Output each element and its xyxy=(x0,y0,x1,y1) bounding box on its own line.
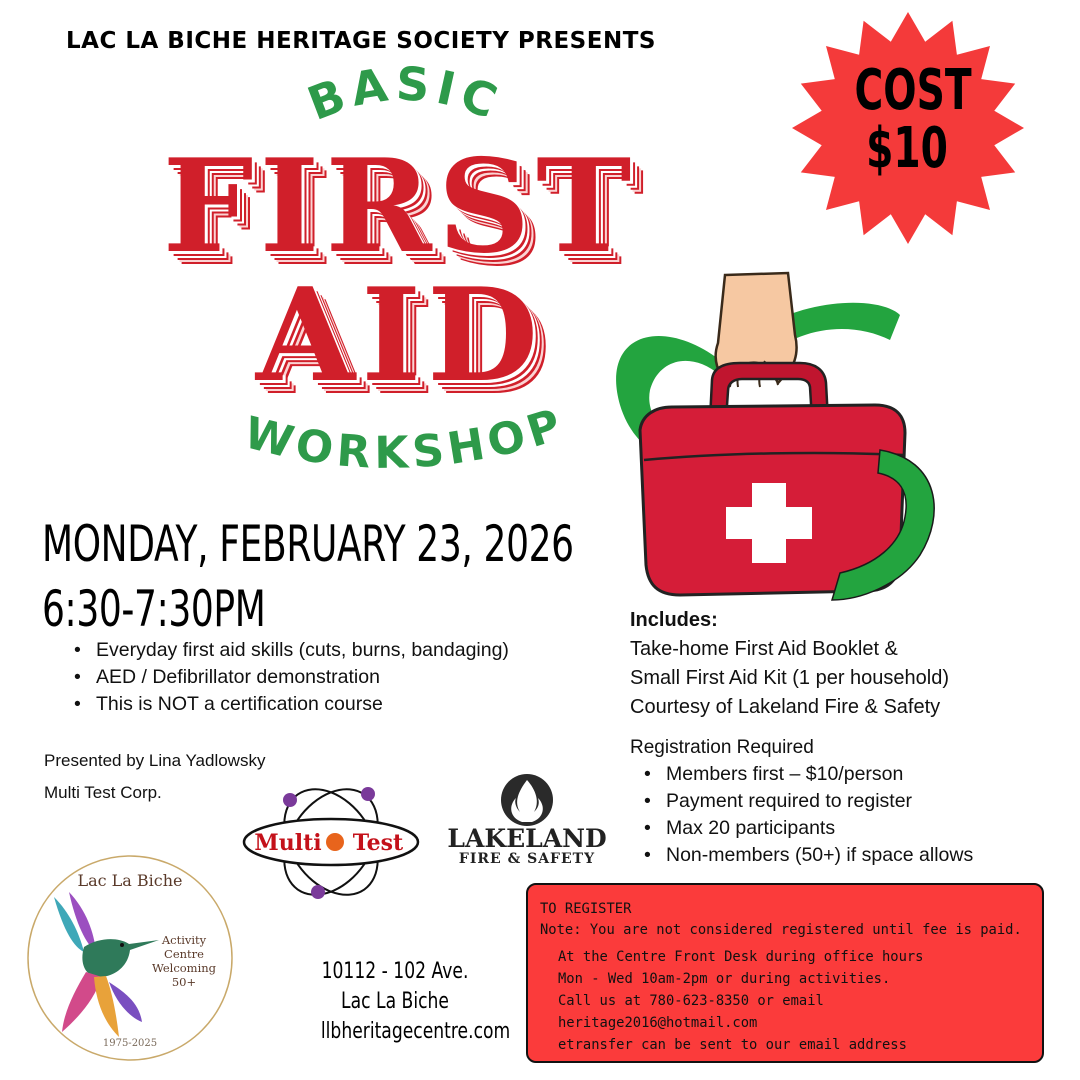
first-aid-kit-icon xyxy=(600,255,960,605)
register-line: Mon - Wed 10am-2pm or during activities. xyxy=(558,971,891,987)
register-note: Note: You are not considered registered until fee is paid. xyxy=(540,922,1022,938)
centre-line: 50+ xyxy=(171,975,197,989)
centre-line: Activity xyxy=(161,933,207,947)
presenter-heading: LAC LA BICHE HERITAGE SOCIETY PRESENTS xyxy=(66,28,656,54)
centre-line: Centre xyxy=(164,947,204,961)
cost-label: COST xyxy=(854,58,972,123)
register-title: TO REGISTER xyxy=(540,901,632,917)
flame-icon xyxy=(501,774,553,826)
list-item: • Payment required to register xyxy=(644,788,973,815)
lakeland-logo xyxy=(438,772,616,867)
register-box xyxy=(526,883,1044,1063)
includes-line: Take-home First Aid Booklet & xyxy=(630,638,898,660)
list-item: • Everyday first aid skills (cuts, burns, bandaging) xyxy=(74,637,509,664)
lakeland-sub: FIRE & SAFETY xyxy=(458,851,596,867)
activity-centre-logo xyxy=(24,852,236,1064)
list-item: • Max 20 participants xyxy=(644,815,973,842)
presenter-info xyxy=(44,745,265,809)
title-first: FIRST xyxy=(162,132,638,282)
includes-line: Courtesy of Lakeland Fire & Safety xyxy=(630,696,941,718)
includes-heading: Includes: xyxy=(630,609,718,631)
address-website: llbheritagecentre.com xyxy=(320,1019,511,1044)
centre-title: Lac La Biche xyxy=(77,871,183,890)
includes-line: Small First Aid Kit (1 per household) xyxy=(630,667,950,689)
event-time: 6:30-7:30PM xyxy=(42,580,266,638)
register-line: Call us at 780-623-8350 or email xyxy=(558,993,824,1009)
register-line: At the Centre Front Desk during office hours xyxy=(558,949,924,965)
list-item: • This is NOT a certification course xyxy=(74,691,509,718)
lakeland-name: LAKELAND xyxy=(447,824,607,853)
presenter-company: Multi Test Corp. xyxy=(44,783,162,802)
centre-years: 1975-2025 xyxy=(102,1038,158,1049)
multitest-logo xyxy=(240,780,422,905)
title-basic: BASIC xyxy=(300,56,510,131)
event-date: MONDAY, FEBRUARY 23, 2026 xyxy=(42,515,574,573)
address-street: 10112 - 102 Ave. xyxy=(321,959,469,984)
registration-list xyxy=(644,761,973,869)
highlights-list xyxy=(74,637,509,718)
register-email: heritage2016@hotmail.com xyxy=(558,1015,758,1031)
address-block xyxy=(300,957,511,1047)
registration-section xyxy=(630,735,973,869)
address-town: Lac La Biche xyxy=(341,989,449,1014)
registration-heading: Registration Required xyxy=(630,737,814,758)
register-line: etransfer can be sent to our email address xyxy=(558,1037,907,1053)
centre-line: Welcoming xyxy=(151,961,217,975)
multitest-right-text: Test xyxy=(352,830,404,856)
includes-section xyxy=(630,606,949,722)
list-item: • Non-members (50+) if space allows xyxy=(644,842,973,869)
title-aid: AID xyxy=(255,261,545,411)
cost-badge xyxy=(854,58,972,181)
presenter-name: Presented by Lina Yadlowsky xyxy=(44,751,266,770)
list-item: • Members first – $10/person xyxy=(644,761,973,788)
title-workshop: WORKSHOP xyxy=(239,398,572,479)
cost-amount: $10 xyxy=(866,116,948,181)
multitest-left-text: Multi xyxy=(254,830,322,856)
list-item: • AED / Defibrillator demonstration xyxy=(74,664,509,691)
